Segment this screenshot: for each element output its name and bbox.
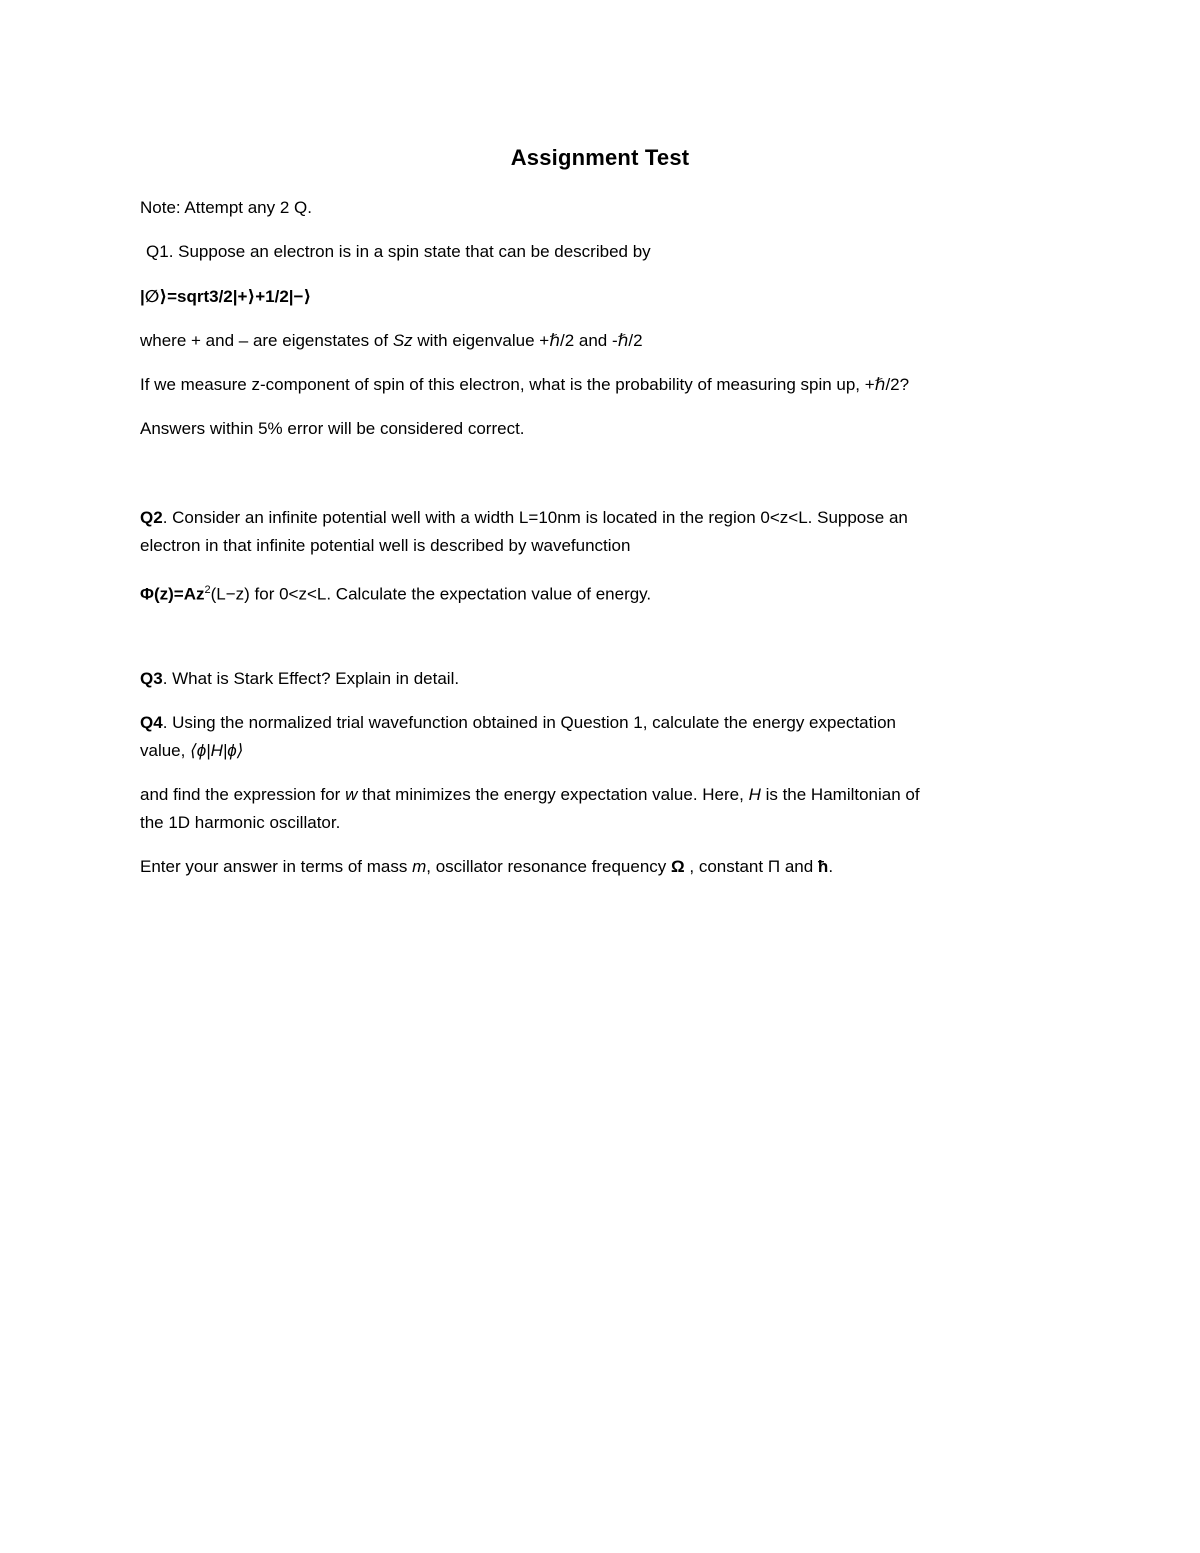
q4-line-3-text-b: that minimizes the energy expectation value. Here, — [357, 785, 749, 804]
q1-intro-line — [146, 238, 1076, 266]
q4-line-5-text-e: . — [828, 857, 834, 876]
q1-eigen-text-a: where + and – are eigenstates of — [140, 331, 393, 350]
q4-line-1-text: . Using the normalized trial wavefunction obtained in Question 1, calculate the energy expectation — [162, 713, 897, 732]
q2-line-1-text: . Consider an infinite potential well with a width L=10nm is located in the region 0<z<L. Suppose an — [162, 508, 908, 527]
q4-line-3-text-a: and find the expression for — [140, 785, 346, 804]
q4-symbol-omega: Ω — [671, 857, 685, 876]
q4-line-5-text-d: and — [780, 857, 818, 876]
page-title: Assignment Test — [510, 145, 690, 170]
q4-symbol-pi: Π — [767, 857, 781, 876]
q2-line-2: electron in that infinite potential well is described by wavefunction — [140, 536, 631, 555]
q2-label: Q2 — [140, 508, 163, 527]
q4-variable-h: H — [748, 785, 761, 804]
q2-line-1 — [140, 504, 1070, 532]
q4-variable-w: w — [345, 785, 358, 804]
q3-label: Q3 — [140, 669, 163, 688]
q1-label: Q1 — [146, 242, 169, 261]
q1-question-line: If we measure z-component of spin of this electron, what is the probability of measuring spin up, +ℏ/2? — [140, 375, 910, 394]
q4-variable-m: m — [412, 857, 427, 876]
q4-label: Q4 — [140, 713, 163, 732]
q4-line-5-text-b: , oscillator resonance frequency — [426, 857, 672, 876]
q2-wave-text-b: (L−z) for 0<z<L. Calculate the expectation value of energy. — [210, 584, 652, 604]
q4-line-5-text-c: , constant — [684, 857, 768, 876]
note-line: Note: Attempt any 2 Q. — [140, 198, 312, 217]
q4-line-2 — [140, 737, 1070, 765]
q1-eigen-text-b: with eigenvalue +ℏ/2 and -ℏ/2 — [412, 331, 643, 350]
q1-state-expression: |∅⟩=sqrt3/2|+⟩+1/2|−⟩ — [140, 287, 312, 306]
q3-text: . What is Stark Effect? Explain in detail. — [162, 669, 460, 688]
q2-wave-text-a: Φ(z)=Az — [140, 584, 205, 604]
q2-wave-exponent: 2 — [204, 584, 211, 596]
q4-line-3 — [140, 781, 1070, 809]
q4-line-5-text-a: Enter your answer in terms of mass — [140, 857, 413, 876]
q4-symbol-hbar: ħ — [817, 857, 829, 876]
q4-line-4: the 1D harmonic oscillator. — [140, 813, 341, 832]
q4-expectation-expression: ⟨ϕ|H|ϕ⟩ — [190, 741, 244, 760]
q4-line-5 — [140, 853, 1070, 881]
q4-line-2-text: value, — [140, 741, 191, 760]
q1-eigen-line — [140, 327, 1070, 355]
q1-tolerance-line: Answers within 5% error will be considered correct. — [140, 419, 525, 438]
q3-line — [140, 665, 1070, 693]
q1-intro-text: . Suppose an electron is in a spin state that can be described by — [168, 242, 651, 261]
q4-line-1 — [140, 709, 1070, 737]
q2-wavefunction-line — [140, 576, 1070, 609]
q4-line-3-text-c: is the Hamiltonian of — [760, 785, 920, 804]
q1-eigen-sz: Sz — [392, 331, 413, 350]
